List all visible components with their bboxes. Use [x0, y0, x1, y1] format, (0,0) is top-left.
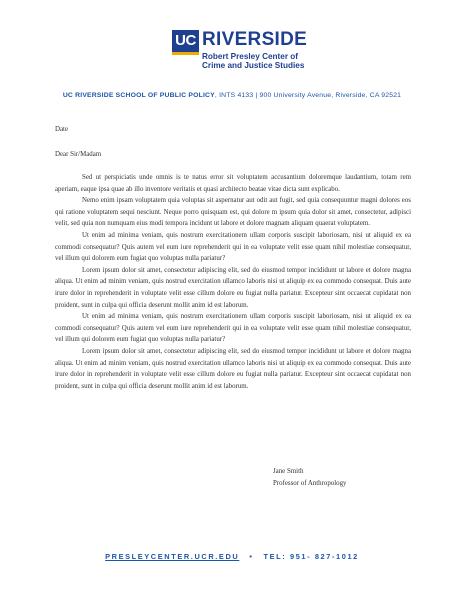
paragraph-4: Lorem ipsum dolor sit amet, consectetur adipiscing elit, sed do eiusmod tempor incididunt ut labore et dolore magna aliqua. Ut enim ad minim veniam, quis nostrud exercitation ullamco laboris nisi ut aliquip ex ea commodo consequat. Duis aute irure dolor in reprehenderit in voluptate velit esse cillum dolore eu fugiat nulla pariatur. Excepteur sint occaecat cupidatat non proident, sunt in culpa qui officia deserunt mollit anim id est laborum. — [55, 266, 411, 309]
uc-logo-text: UC — [175, 32, 196, 49]
website-link[interactable]: PRESLEYCENTER.UCR.EDU — [105, 552, 240, 561]
footer-bullet: • — [249, 552, 254, 561]
letter-footer — [0, 552, 464, 561]
letter-body — [55, 172, 411, 392]
riverside-wordmark: RIVERSIDE — [202, 29, 308, 50]
paragraph-3: Ut enim ad minima veniam, quis nostrum exercitationem ullam corporis suscipit laboriosam, nisi ut aliquid ex ea commodi consequatur? Quis autem vel eum iure reprehenderit qui in ea voluptate velit esse quam nihil molestiae consequatur, vel illum qui dolorem eum fugiat quo voluptas nulla pariatur? — [55, 231, 411, 263]
center-name-line2: Crime and Justice Studies — [202, 61, 305, 70]
uc-logo-mark — [172, 30, 199, 52]
letter-salutation: Dear Sir/Madam — [55, 151, 102, 158]
letterhead-address — [0, 92, 464, 99]
signature-block — [273, 466, 347, 490]
paragraph-6: Lorem ipsum dolor sit amet, consectetur adipiscing elit, sed do eiusmod tempor incididunt ut labore et dolore magna aliqua. Ut enim ad minim veniam, quis nostrud exercitation ullamco laboris nisi ut aliquip ex ea commodo consequat. Duis aute irure dolor in reprehenderit in voluptate velit esse cillum dolore eu fugiat nulla pariatur. Excepteur sint occaecat cupidatat non proident, sunt in culpa qui officia deserunt mollit anim id est laborum. — [55, 347, 411, 390]
signer-name: Jane Smith — [273, 468, 304, 475]
signer-title: Professor of Anthropology — [273, 480, 347, 487]
ucr-logo — [172, 29, 308, 70]
paragraph-1: Sed ut perspiciatis unde omnis is te natus error sit voluptatem accusantium doloremque laudantium, totam rem aperiam, eaque ipsa quae ab illo inventore veritatis et quasi architecto beatae vitae dicta sunt explicabo. — [55, 174, 411, 193]
address-details: , INTS 4133 | 900 University Avenue, Riverside, CA 92521 — [214, 92, 402, 99]
school-name: UC RIVERSIDE SCHOOL OF PUBLIC POLICY — [62, 92, 215, 99]
paragraph-2: Nemo enim ipsam voluptatem quia voluptas sit aspernatur aut odit aut fugit, sed quia consequuntur magni dolores eos qui ratione voluptatem sequi nesciunt. Neque porro quisquam est, qui dolore m ipsum quia dolor sit amet, consectetur, adipisci velit, sed quia non numquam eius modi tempora incidunt ut labore et dolore magnam aliquam quaerat voluptatem. — [55, 197, 411, 228]
letter-date: Date — [55, 126, 69, 133]
phone-number: TEL: 951- 827-1012 — [263, 552, 359, 561]
center-name — [202, 52, 304, 70]
paragraph-5: Ut enim ad minima veniam, quis nostrum exercitationem ullam corporis suscipit laboriosam, nisi ut aliquid ex ea commodi consequatur? Quis autem vel eum iure reprehenderit qui in ea voluptate velit esse quam nihil molestiae consequatur, vel illum qui dolorem eum fugiat quo voluptas nulla pariatur? — [55, 313, 411, 344]
logo-gold-bar — [172, 52, 199, 55]
center-name-line1: Robert Presley Center of — [202, 52, 299, 61]
